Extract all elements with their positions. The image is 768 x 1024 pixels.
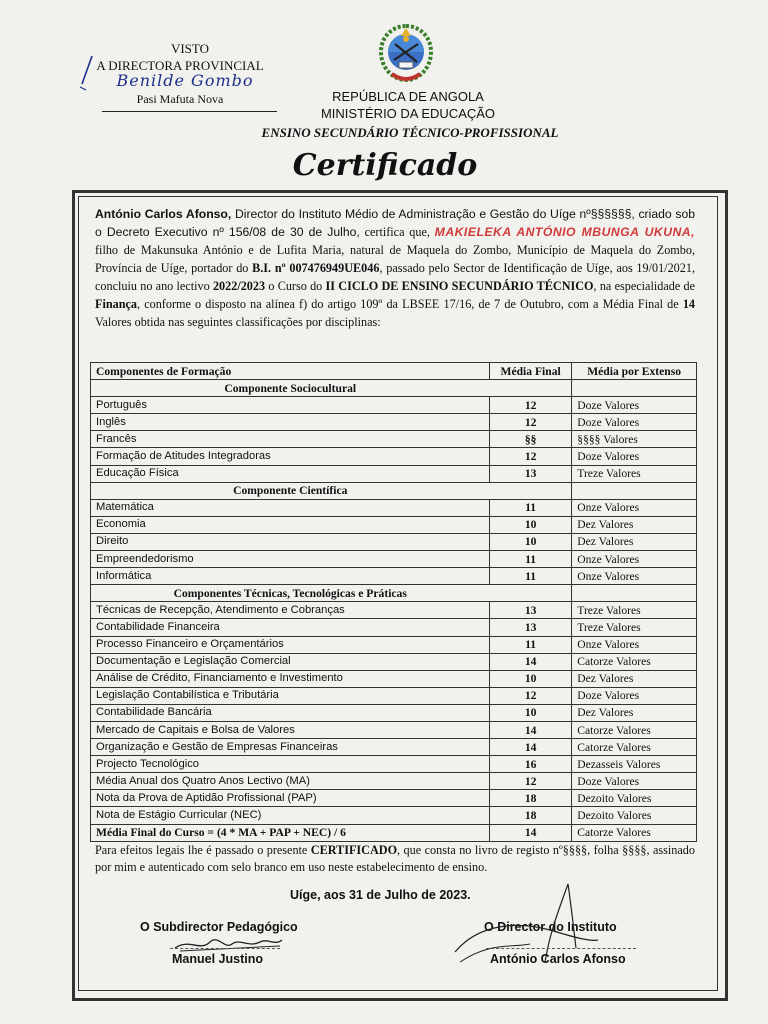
subject-grade: 10 (490, 516, 572, 533)
header-extenso: Média por Extenso (572, 363, 697, 380)
certificate-word: CERTIFICADO (310, 843, 398, 857)
subject-name: Formação de Atitudes Integradoras (91, 448, 490, 465)
subject-grade-words: Catorze Valores (572, 653, 697, 670)
student-name: MAKIELEKA ANTÓNIO MBUNGA UKUNA, (434, 225, 695, 239)
table-row (91, 807, 697, 824)
subject-name: Educação Física (91, 465, 490, 482)
subject-name: Organização e Gestão de Empresas Financeiras (91, 739, 490, 756)
table-row (91, 824, 697, 841)
intro-paragraph (95, 205, 695, 331)
subject-name: Técnicas de Recepção, Atendimento e Cobranças (91, 602, 490, 619)
subject-grade: 12 (490, 448, 572, 465)
subject-grade: 11 (490, 551, 572, 568)
bi-number: B.I. nº 007476949UE046 (252, 261, 380, 275)
subject-grade: 14 (490, 721, 572, 738)
academic-year: 2022/2023 (212, 279, 266, 293)
subject-name: Mercado de Capitais e Bolsa de Valores (91, 721, 490, 738)
subject-name: Documentação e Legislação Comercial (91, 653, 490, 670)
visto-label: VISTO (170, 41, 210, 56)
education-level-heading: ENSINO SECUNDÁRIO TÉCNICO-PROFISSIONAL (261, 125, 559, 140)
section-row (91, 585, 697, 602)
subject-grade-words: Treze Valores (572, 619, 697, 636)
subject-name: Contabilidade Financeira (91, 619, 490, 636)
subject-grade-words: Doze Valores (572, 687, 697, 704)
table-row (91, 636, 697, 653)
closing-text-2: , que consta no livro de registo nº§§§§, folha §§§§, assinado por mim e autenticado com selo branco em uso neste estabelecimento de ensino. (95, 843, 695, 874)
director-role: O Director do Instituto (484, 920, 617, 934)
intro-text-4: , passado pelo Sector de Identificação de Uíge, aos 19/01/2021, concluiu no ano lectivo (95, 261, 695, 293)
table-row (91, 551, 697, 568)
subject-grade-words: Catorze Valores (572, 721, 697, 738)
subject-grade: 12 (490, 414, 572, 431)
subject-grade: 13 (490, 602, 572, 619)
subject-grade: 12 (490, 687, 572, 704)
section-row (91, 482, 697, 499)
table-row (91, 568, 697, 585)
checkmark-mark (78, 54, 100, 92)
subject-name: Média Anual dos Quatro Anos Lectivo (MA) (91, 773, 490, 790)
section-empty-cell (572, 380, 697, 397)
subject-grade-words: Doze Valores (572, 448, 697, 465)
intro-text-3: filho de Makunsuka António e de Lufita Maria, natural de Maquela do Zombo, Município de Maquela do Zombo, Província de Uíge, portador do (95, 243, 695, 275)
subject-grade-words: Catorze Valores (572, 739, 697, 756)
section-title: Componentes Técnicas, Tecnológicas e Práticas (91, 585, 490, 602)
subject-grade-words: Doze Valores (572, 773, 697, 790)
director-name-signed: António Carlos Afonso (490, 952, 626, 966)
section-empty-cell (490, 380, 572, 397)
section-empty-cell (490, 585, 572, 602)
subject-grade-words: Dez Valores (572, 670, 697, 687)
subdirector-sign-line (170, 948, 280, 949)
intro-text-5: o Curso do (265, 279, 326, 293)
section-title: Componente Científica (91, 482, 490, 499)
table-row (91, 431, 697, 448)
table-row (91, 516, 697, 533)
subject-grade-words: Dez Valores (572, 533, 697, 550)
table-row (91, 465, 697, 482)
section-title: Componente Sociocultural (91, 380, 490, 397)
subject-grade-words: Dezoito Valores (572, 790, 697, 807)
subject-name: Análise de Crédito, Financiamento e Investimento (91, 670, 490, 687)
subject-name: Inglês (91, 414, 490, 431)
subject-grade: 16 (490, 756, 572, 773)
subject-grade-words: Onze Valores (572, 568, 697, 585)
visto-name: Pasi Mafuta Nova (136, 92, 224, 106)
grades-table (90, 362, 697, 842)
subject-grade-words: Doze Valores (572, 397, 697, 414)
table-row (91, 739, 697, 756)
subdirector-name: Manuel Justino (172, 952, 263, 966)
subject-name: Matemática (91, 499, 490, 516)
table-row (91, 414, 697, 431)
subject-grade: 10 (490, 704, 572, 721)
ministry-heading: MINISTÉRIO DA EDUCAÇÃO (320, 106, 496, 121)
subject-grade-words: Onze Valores (572, 551, 697, 568)
subject-grade: 11 (490, 568, 572, 585)
section-empty-cell (572, 482, 697, 499)
subject-grade: 10 (490, 670, 572, 687)
subject-grade: 14 (490, 824, 572, 841)
intro-text-7: , conforme o disposto na alínea f) do artigo 109º da LBSEE 17/16, de 7 de Outubro, com a Média Final de (136, 297, 683, 311)
table-header-row (91, 363, 697, 380)
subject-grade: 14 (490, 739, 572, 756)
subject-grade-words: Onze Valores (572, 636, 697, 653)
directora-label: A DIRECTORA PROVINCIAL (96, 58, 264, 73)
subject-grade: 18 (490, 790, 572, 807)
subject-grade: 11 (490, 636, 572, 653)
table-row (91, 602, 697, 619)
subject-grade-words: Dezoito Valores (572, 807, 697, 824)
visto-signature: Benilde Gombo (116, 71, 254, 90)
header-components: Componentes de Formação (91, 363, 490, 380)
table-row (91, 721, 697, 738)
subject-grade-words: §§§§ Valores (572, 431, 697, 448)
subject-grade-words: Dezasseis Valores (572, 756, 697, 773)
subject-name: Economia (91, 516, 490, 533)
director-name: António Carlos Afonso, (95, 207, 232, 221)
subject-grade-words: Dez Valores (572, 516, 697, 533)
subject-name: Nota de Estágio Curricular (NEC) (91, 807, 490, 824)
subject-grade-words: Doze Valores (572, 414, 697, 431)
intro-text-1: Director do Instituto Médio de Administração e Gestão do Uíge nº§§§§§§, criado sob o Decreto Executivo nº 156/08 de 30 de Julho, (95, 207, 696, 239)
subject-grade-words: Catorze Valores (572, 824, 697, 841)
table-row (91, 687, 697, 704)
issue-date: Uíge, aos 31 de Julho de 2023. (290, 888, 471, 902)
subject-grade: 13 (490, 619, 572, 636)
subject-name: Empreendedorismo (91, 551, 490, 568)
subject-grade: 12 (490, 773, 572, 790)
angola-emblem-icon (375, 22, 437, 88)
subject-name: Informática (91, 568, 490, 585)
director-sign-line (486, 948, 636, 949)
table-row (91, 653, 697, 670)
cycle-name: II CICLO DE ENSINO SECUNDÁRIO TÉCNICO (325, 279, 594, 293)
specialty: Finança (95, 297, 137, 311)
table-row (91, 499, 697, 516)
table-row (91, 533, 697, 550)
subject-name: Direito (91, 533, 490, 550)
subject-name: Média Final do Curso = (4 * MA + PAP + NEC) / 6 (91, 824, 490, 841)
subject-grade-words: Onze Valores (572, 499, 697, 516)
subject-grade: 12 (490, 397, 572, 414)
intro-text-2: certifica que, (359, 225, 435, 239)
subject-name: Nota da Prova de Aptidão Profissional (PAP) (91, 790, 490, 807)
intro-text-8: Valores obtida nas seguintes classificações por disciplinas: (95, 315, 381, 329)
subject-grade: 13 (490, 465, 572, 482)
table-row (91, 773, 697, 790)
subject-grade: 14 (490, 653, 572, 670)
subject-name: Francês (91, 431, 490, 448)
header-final: Média Final (490, 363, 572, 380)
subject-grade-words: Treze Valores (572, 465, 697, 482)
subject-name: Legislação Contabilística e Tributária (91, 687, 490, 704)
subdirector-role: O Subdirector Pedagógico (140, 920, 298, 934)
subject-name: Projecto Tecnológico (91, 756, 490, 773)
table-row (91, 756, 697, 773)
closing-paragraph (95, 842, 695, 876)
table-row (91, 790, 697, 807)
table-row (91, 619, 697, 636)
subject-name: Processo Financeiro e Orçamentários (91, 636, 490, 653)
section-empty-cell (572, 585, 697, 602)
table-row (91, 397, 697, 414)
final-grade: 14 (682, 297, 695, 311)
subject-grade: 11 (490, 499, 572, 516)
subject-name: Português (91, 397, 490, 414)
intro-text-6: , na especialidade de (593, 279, 695, 293)
table-row (91, 704, 697, 721)
certificate-title: Certificado (292, 148, 478, 183)
subject-grade-words: Dez Valores (572, 704, 697, 721)
table-row (91, 448, 697, 465)
section-empty-cell (490, 482, 572, 499)
republic-heading: REPÚBLICA DE ANGOLA (332, 89, 484, 104)
subject-name: Contabilidade Bancária (91, 704, 490, 721)
section-row (91, 380, 697, 397)
table-row (91, 670, 697, 687)
closing-text-1: Para efeitos legais lhe é passado o presente (95, 843, 311, 857)
subject-grade: 18 (490, 807, 572, 824)
subject-grade: 10 (490, 533, 572, 550)
subject-grade-words: Treze Valores (572, 602, 697, 619)
subject-grade: §§ (490, 431, 572, 448)
